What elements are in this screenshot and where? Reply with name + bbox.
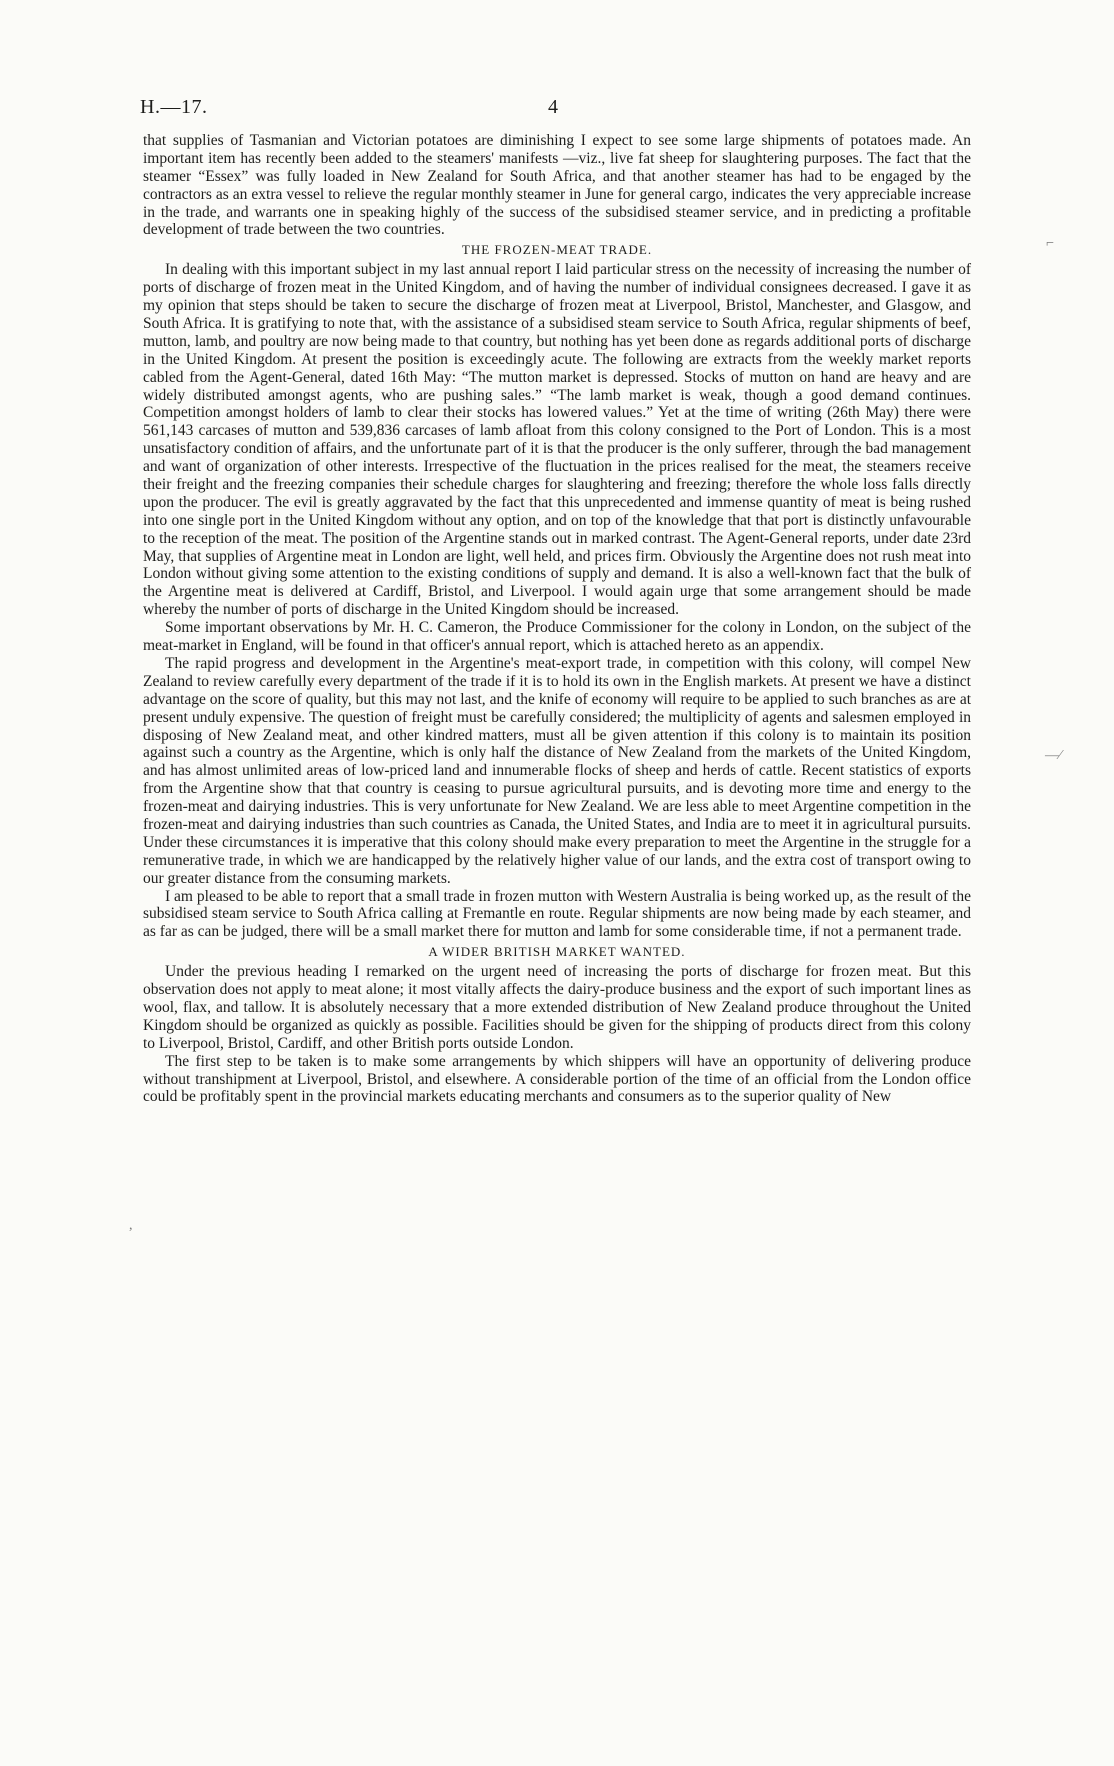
paragraph-western-australia: I am pleased to be able to report that a small trade in frozen mutton with Western Australia is being worked up, as the result of the subsidised steam service to South Africa calling at Fremantle en route. Regular shipments are now being made by each steamer, and as far as can be judged, there will be a small market there for mutton and lamb for some considerable time, if not a permanent trade.	[143, 887, 971, 941]
document-id: H.—17.	[140, 96, 208, 118]
page-number: 4	[548, 96, 558, 118]
paragraph-cameron-observations: Some important observations by Mr. H. C. Cameron, the Produce Commissioner for the colony in London, on the subject of the meat-market in England, will be found in that officer's annual report, which is attached hereto as an appendix.	[143, 619, 971, 655]
section-heading-frozen-meat: THE FROZEN-MEAT TRADE.	[461, 242, 653, 258]
section-heading-wider-market: A WIDER BRITISH MARKET WANTED.	[428, 944, 686, 960]
margin-pencil-mark: —⁄	[1045, 748, 1062, 763]
margin-pencil-mark: ,	[129, 1218, 133, 1233]
page-body	[143, 132, 971, 1106]
margin-pencil-mark: ⌐	[1046, 236, 1054, 251]
paragraph-argentine-competition: The rapid progress and development in the Argentine's meat-export trade, in competition with this colony, will compel New Zealand to review carefully every department of the trade if it is to hold its own in the English markets. At present we have a distinct advantage on the score of quality, but this may not last, and the knife of economy will require to be applied to such branches as are at present unduly expensive. The question of freight must be carefully considered; the multiplicity of agents and salesmen employed in disposing of New Zealand meat, and other kindred matters, must all be given attention if this colony is to maintain its position against such a country as the Argentine, which is only half the distance of New Zealand from the markets of the United Kingdom, and has almost unlimited areas of low-priced land and innumerable flocks of sheep and herds of cattle. Recent statistics of exports from the Argentine show that that country is ceasing to pursue agricultural pursuits, and is devoting more time and energy to the frozen-meat and dairying industries. This is very unfortunate for New Zealand. We are less able to meet Argentine competition in the frozen-meat and dairying industries than such countries as Canada, the United States, and India are to meet it in agricultural pursuits. Under these circumstances it is imperative that this colony should make every preparation to meet the Argentine in the struggle for a remunerative trade, in which we are handicapped by the relatively higher value of our lands, and the extra cost of transport owing to our greater distance from the consuming markets.	[143, 654, 971, 887]
paragraph-frozen-meat-ports: In dealing with this important subject in my last annual report I laid particular stress on the necessity of increasing the number of ports of discharge of frozen meat in the United Kingdom, and of having the number of individual consignees decreased. I gave it as my opinion that steps should be taken to secure the discharge of frozen meat at Liverpool, Bristol, Manchester, and Glasgow, and South Africa. It is gratifying to note that, with the assistance of a subsidised steam service to South Africa, regular shipments of beef, mutton, lamb, and poultry are now being made to that country, but nothing has yet been done as regards additional ports of discharge in the United Kingdom. At present the position is exceedingly acute. The following are extracts from the weekly market reports cabled from the Agent-General, dated 16th May: “The mutton market is depressed. Stocks of mutton on hand are heavy and are widely distributed amongst agents, who are pushing sales.” “The lamb market is weak, though a good demand continues. Competition amongst holders of lamb to clear their stocks has lowered values.” Yet at the time of writing (26th May) there were 561,143 carcases of mutton and 539,836 carcases of lamb afloat from this colony consigned to the Port of London. This is a most unsatisfactory condition of affairs, and the unfortunate part of it is that the producer is the only sufferer, through the bad management and want of organization of other interests. Irrespective of the fluctuation in the prices realised for the meat, the steamers receive their freight and the freezing companies their schedule charges for slaughtering and freezing; therefore the whole loss falls directly upon the producer. The evil is greatly aggravated by the fact that this unprecedented and immense quantity of meat is being rushed into one single port in the United Kingdom without any option, and on top of the knowledge that that port is distinctly unfavourable to the reception of the meat. The position of the Argentine stands out in marked contrast. The Agent-General reports, under date 23rd May, that supplies of Argentine meat in London are light, well held, and prices firm. Obviously the Argentine does not rush meat into London without giving some attention to the existing conditions of supply and demand. It is also a well-known fact that the bulk of the Argentine meat is delivered at Cardiff, Bristol, and Liverpool. I would again urge that some arrangement should be made whereby the number of ports of discharge in the United Kingdom should be increased.	[143, 261, 971, 619]
paragraph-potatoes-sheep: that supplies of Tasmanian and Victorian potatoes are diminishing I expect to see some large shipments of potatoes made. An important item has recently been added to the steamers' manifests —viz., live fat sheep for slaughtering purposes. The fact that the steamer “Essex” was fully loaded in New Zealand for South Africa, and that another steamer has had to be engaged by the contractors as an extra vessel to relieve the regular monthly steamer in June for general cargo, indicates the very appreciable increase in the trade, and warrants one in speaking highly of the success of the subsidised steamer service, and in predicting a profitable development of trade between the two countries.	[143, 132, 971, 239]
paragraph-first-step: The first step to be taken is to make some arrangements by which shippers will have an opportunity of delivering produce without transhipment at Liverpool, Bristol, and elsewhere. A considerable portion of the time of an official from the London office could be profitably spent in the provincial markets educating merchants and consumers as to the superior quality of New	[143, 1052, 971, 1106]
page-header	[140, 96, 980, 124]
paragraph-ports-of-discharge: Under the previous heading I remarked on the urgent need of increasing the ports of discharge for frozen meat. But this observation does not apply to meat alone; it most vitally affects the dairy-produce business and the export of such important lines as wool, flax, and tallow. It is absolutely necessary that a more extended distribution of New Zealand produce throughout the United Kingdom should be organized as quickly as possible. Facilities should be given for the shipping of products direct from this colony to Liverpool, Bristol, Cardiff, and other British ports outside London.	[143, 963, 971, 1052]
